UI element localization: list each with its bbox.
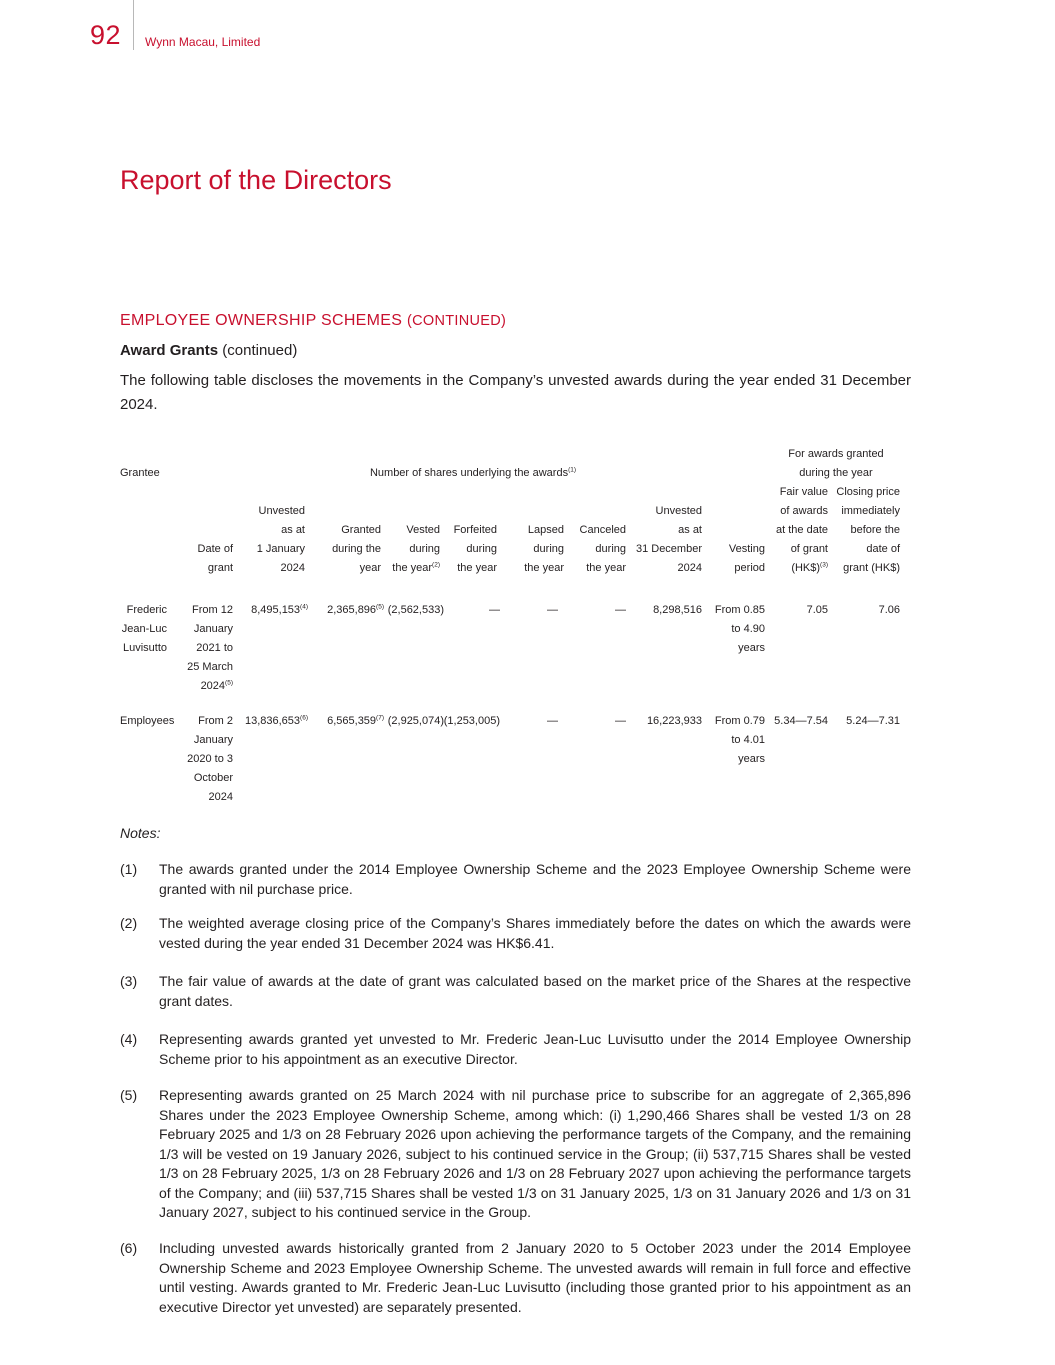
- canceled-cell: [615, 601, 626, 620]
- column-header-line: Unvested: [258, 505, 305, 517]
- grantee-cell: [120, 712, 174, 731]
- column-header-line: the year$^{(2)}$: [392, 561, 440, 574]
- column-header-line: year: [359, 562, 381, 574]
- awards-granted-header-line2: during the year: [799, 467, 873, 479]
- column-header-line: Vested: [406, 524, 440, 536]
- unvested-start-value: 13,836,653: [244, 715, 301, 727]
- note-item: [120, 914, 911, 953]
- awards-granted-header-line1: For awards granted: [788, 448, 884, 460]
- column-header-line: 2024: [677, 562, 702, 574]
- number-of-shares-header: [320, 464, 626, 483]
- subsection-continued: (continued): [222, 342, 298, 359]
- column-header-line: 1 January: [256, 543, 305, 555]
- column-header-unvested-end: [636, 502, 702, 578]
- column-header-line: of awards: [780, 505, 828, 517]
- column-header-line: immediately: [841, 505, 900, 517]
- section-continued: (CONTINUED): [406, 313, 507, 329]
- date-of-grant-line: January: [193, 623, 233, 635]
- vesting-period-line: years: [738, 642, 765, 654]
- note-text: The awards granted under the 2014 Employee Ownership Scheme and the 2023 Employee Ownership Scheme were granted with nil purchase price.: [159, 861, 911, 897]
- fair-value-cell: [774, 712, 828, 731]
- note-number: (6): [120, 1240, 138, 1256]
- note-number: (3): [120, 973, 138, 989]
- grantee-header: Grantee: [120, 467, 160, 479]
- date-of-grant-line: 2021 to: [196, 642, 233, 654]
- column-header-line: during: [533, 543, 564, 555]
- vested-cell: [388, 712, 444, 731]
- unvested-start-value: 8,495,153: [251, 604, 301, 616]
- forfeited-cell: [444, 712, 500, 731]
- closing-price-value: 7.06: [878, 604, 900, 616]
- column-header-line: Lapsed: [527, 524, 564, 536]
- vesting-period-line: From 0.85: [714, 604, 765, 616]
- column-header-line: before the: [850, 524, 900, 536]
- date-of-grant-line: 2024: [208, 791, 233, 803]
- company-name: Wynn Macau, Limited: [145, 35, 261, 49]
- column-header-line: as at: [678, 524, 702, 536]
- number-of-shares-note: (1): [568, 466, 577, 474]
- vesting-period-cell: [715, 601, 765, 658]
- note-item: [120, 1086, 911, 1223]
- column-header-note: (2): [432, 561, 440, 569]
- vested-value: (2,562,533): [387, 604, 444, 616]
- fair-value-value: 7.05: [806, 604, 828, 616]
- column-header-line: during: [466, 543, 497, 555]
- grantee-line: Frederic: [126, 604, 167, 616]
- column-header-line: at the date: [776, 524, 828, 536]
- note-item: [120, 860, 911, 899]
- granted-cell: [327, 601, 384, 620]
- column-header-line: Closing price: [836, 486, 900, 498]
- closing-price-value: 5.24—7.31: [846, 715, 900, 727]
- column-header-fair-value: [776, 483, 828, 578]
- note-text: Representing awards granted yet unvested to Mr. Frederic Jean-Luc Luvisutto under the 2014 Employee Ownership Scheme prior to his appointment as an executive Director.: [159, 1031, 911, 1067]
- column-header-line: Vesting: [728, 543, 765, 555]
- column-header-line: date of: [866, 543, 900, 555]
- date-of-grant-line: From 12: [192, 604, 233, 616]
- vesting-period-cell: [715, 712, 765, 769]
- column-header-line: (HK$)$^{(3)}$: [791, 561, 828, 574]
- note-text: The weighted average closing price of the Company’s Shares immediately before the dates on which the awards were vested during the year ended 31 December 2024 was HK$6.41.: [159, 915, 911, 951]
- column-header-line: Fair value: [779, 486, 828, 498]
- date-of-grant-cell: [187, 712, 233, 807]
- grantee-line: Employees: [120, 715, 175, 727]
- closing-price-cell: [879, 601, 900, 620]
- column-header-note: (3): [820, 561, 828, 569]
- forfeited-value: (1,253,005): [443, 715, 500, 727]
- closing-price-cell: [846, 712, 900, 731]
- unvested-end-value: 16,223,933: [646, 715, 702, 727]
- lapsed-cell: [547, 601, 558, 620]
- number-of-shares-header-text: Number of shares underlying the awards: [369, 467, 569, 479]
- canceled-value: —: [615, 604, 626, 616]
- column-header-canceled: [580, 521, 626, 578]
- column-header-line: 31 December: [635, 543, 702, 555]
- unvested-end-cell: [647, 712, 702, 731]
- vested-cell: [388, 601, 444, 620]
- column-header-line: during the: [332, 543, 381, 555]
- date-of-grant-line: 2020 to 3: [187, 753, 233, 765]
- column-header-line: the year: [586, 562, 626, 574]
- vesting-period-line: From 0.79: [714, 715, 765, 727]
- note-number: (2): [120, 915, 138, 931]
- report-title: Report of the Directors: [120, 165, 392, 195]
- vesting-period-line: years: [738, 753, 765, 765]
- note-item: [120, 972, 911, 1011]
- column-header-line: grant (HK$): [843, 562, 900, 574]
- column-header-line: during: [595, 543, 626, 555]
- subsection-title: Award Grants: [120, 342, 219, 359]
- unvested-start-cell: [245, 712, 308, 731]
- column-header-unvested-start: [257, 502, 305, 578]
- column-header-line: during: [409, 543, 440, 555]
- vesting-period-line: to 4.01: [731, 734, 765, 746]
- column-header-line: the year: [457, 562, 497, 574]
- column-header-line: of grant: [790, 543, 828, 555]
- section-title-text: EMPLOYEE OWNERSHIP SCHEMES: [120, 312, 403, 329]
- column-header-vesting-period: [729, 540, 765, 578]
- cell-note: (4): [300, 603, 308, 611]
- column-header-line: as at: [281, 524, 305, 536]
- granted-cell: [327, 712, 384, 731]
- page-number: 92: [90, 20, 122, 50]
- date-of-grant-cell: [187, 601, 233, 696]
- grantee-line: Luvisutto: [122, 642, 167, 654]
- awards-granted-header: [770, 445, 902, 483]
- canceled-cell: [615, 712, 626, 731]
- column-header-line: Forfeited: [453, 524, 497, 536]
- column-header-line: period: [734, 562, 765, 574]
- note-text: Representing awards granted on 25 March 2024 with nil purchase price to subscribe for an aggregate of 2,365,896 Shares under the 2023 Employee Ownership Scheme, among which: (i) 1,290,466 Shares shall be vested 1/3 on 28 February 2025 and 1/3 on 28 February 2026 upon achieving the performance targets of the Company, and the remaining 1/3 will be vested on 19 January 2026, subject to his continued service in the Group; (ii) 537,715 Shares shall be vested 1/3 on 28 February 2025, 1/3 on 28 February 2026 and 1/3 on 28 February 2027 upon achieving the performance targets of the Company; and (iii) 537,715 Shares shall be vested 1/3 on 31 January 2025, 1/3 on 31 January 2026 and 1/3 on 31 January 2027, subject to his continued service in the Group.: [159, 1087, 911, 1220]
- lapsed-cell: [547, 712, 558, 731]
- date-of-grant-line: 2024$^{(5)}$: [200, 679, 233, 692]
- date-of-grant-line: October: [193, 772, 233, 784]
- note-number: (1): [120, 861, 138, 877]
- granted-value: 2,365,896: [327, 604, 377, 616]
- cell-note: (5): [225, 679, 233, 687]
- cell-note: (5): [376, 603, 384, 611]
- forfeited-cell: [489, 601, 500, 620]
- column-header-vested: [392, 521, 440, 578]
- note-item: [120, 1239, 911, 1317]
- column-header-closing-price: [836, 483, 900, 578]
- cell-note: (6): [300, 714, 308, 722]
- note-text: Including unvested awards historically granted from 2 January 2020 to 5 October 2023 under the 2014 Employee Ownership Scheme and 2023 Employee Ownership Scheme. The unvested awards will remain in full force and effective until vesting. Awards granted to Mr. Frederic Jean-Luc Luvisutto (including those granted prior to his appointment as an executive Director yet unvested) are separately presented.: [159, 1240, 911, 1315]
- date-of-grant-line: From 2: [198, 715, 233, 727]
- date-of-grant-line: January: [193, 734, 233, 746]
- unvested-end-value: 8,298,516: [653, 604, 702, 616]
- forfeited-value: —: [489, 604, 500, 616]
- column-header-line: Date of: [197, 543, 233, 555]
- column-header-forfeited: [454, 521, 497, 578]
- cell-note: (7): [376, 714, 384, 722]
- granted-value: 6,565,359: [327, 715, 377, 727]
- intro-paragraph: The following table discloses the movements in the Company’s unvested awards during the year ended 31 December 2024.: [120, 372, 911, 413]
- vesting-period-line: to 4.90: [731, 623, 765, 635]
- note-item: [120, 1030, 911, 1069]
- column-header-line: 2024: [280, 562, 305, 574]
- column-header-lapsed: [524, 521, 564, 578]
- column-header-line: Canceled: [579, 524, 626, 536]
- column-header-line: Granted: [341, 524, 381, 536]
- date-of-grant-line: 25 March: [187, 661, 233, 673]
- column-header-date-of-grant: [198, 540, 233, 578]
- fair-value-value: 5.34—7.54: [774, 715, 828, 727]
- column-header-line: Unvested: [655, 505, 702, 517]
- note-number: (5): [120, 1087, 138, 1103]
- unvested-end-cell: [653, 601, 702, 620]
- lapsed-value: —: [547, 715, 558, 727]
- unvested-start-cell: [251, 601, 308, 620]
- column-header-line: grant: [207, 562, 233, 574]
- note-number: (4): [120, 1031, 138, 1047]
- grantee-line: Jean-Luc: [121, 623, 167, 635]
- fair-value-cell: [807, 601, 828, 620]
- canceled-value: —: [615, 715, 626, 727]
- vested-value: (2,925,074): [387, 715, 444, 727]
- column-header-line: the year: [524, 562, 564, 574]
- grantee-cell: [122, 601, 167, 658]
- note-text: The fair value of awards at the date of grant was calculated based on the market price of the Shares at the respective grant dates.: [159, 973, 911, 1009]
- column-header-granted: [332, 521, 381, 578]
- lapsed-value: —: [547, 604, 558, 616]
- notes-label: Notes:: [120, 825, 161, 841]
